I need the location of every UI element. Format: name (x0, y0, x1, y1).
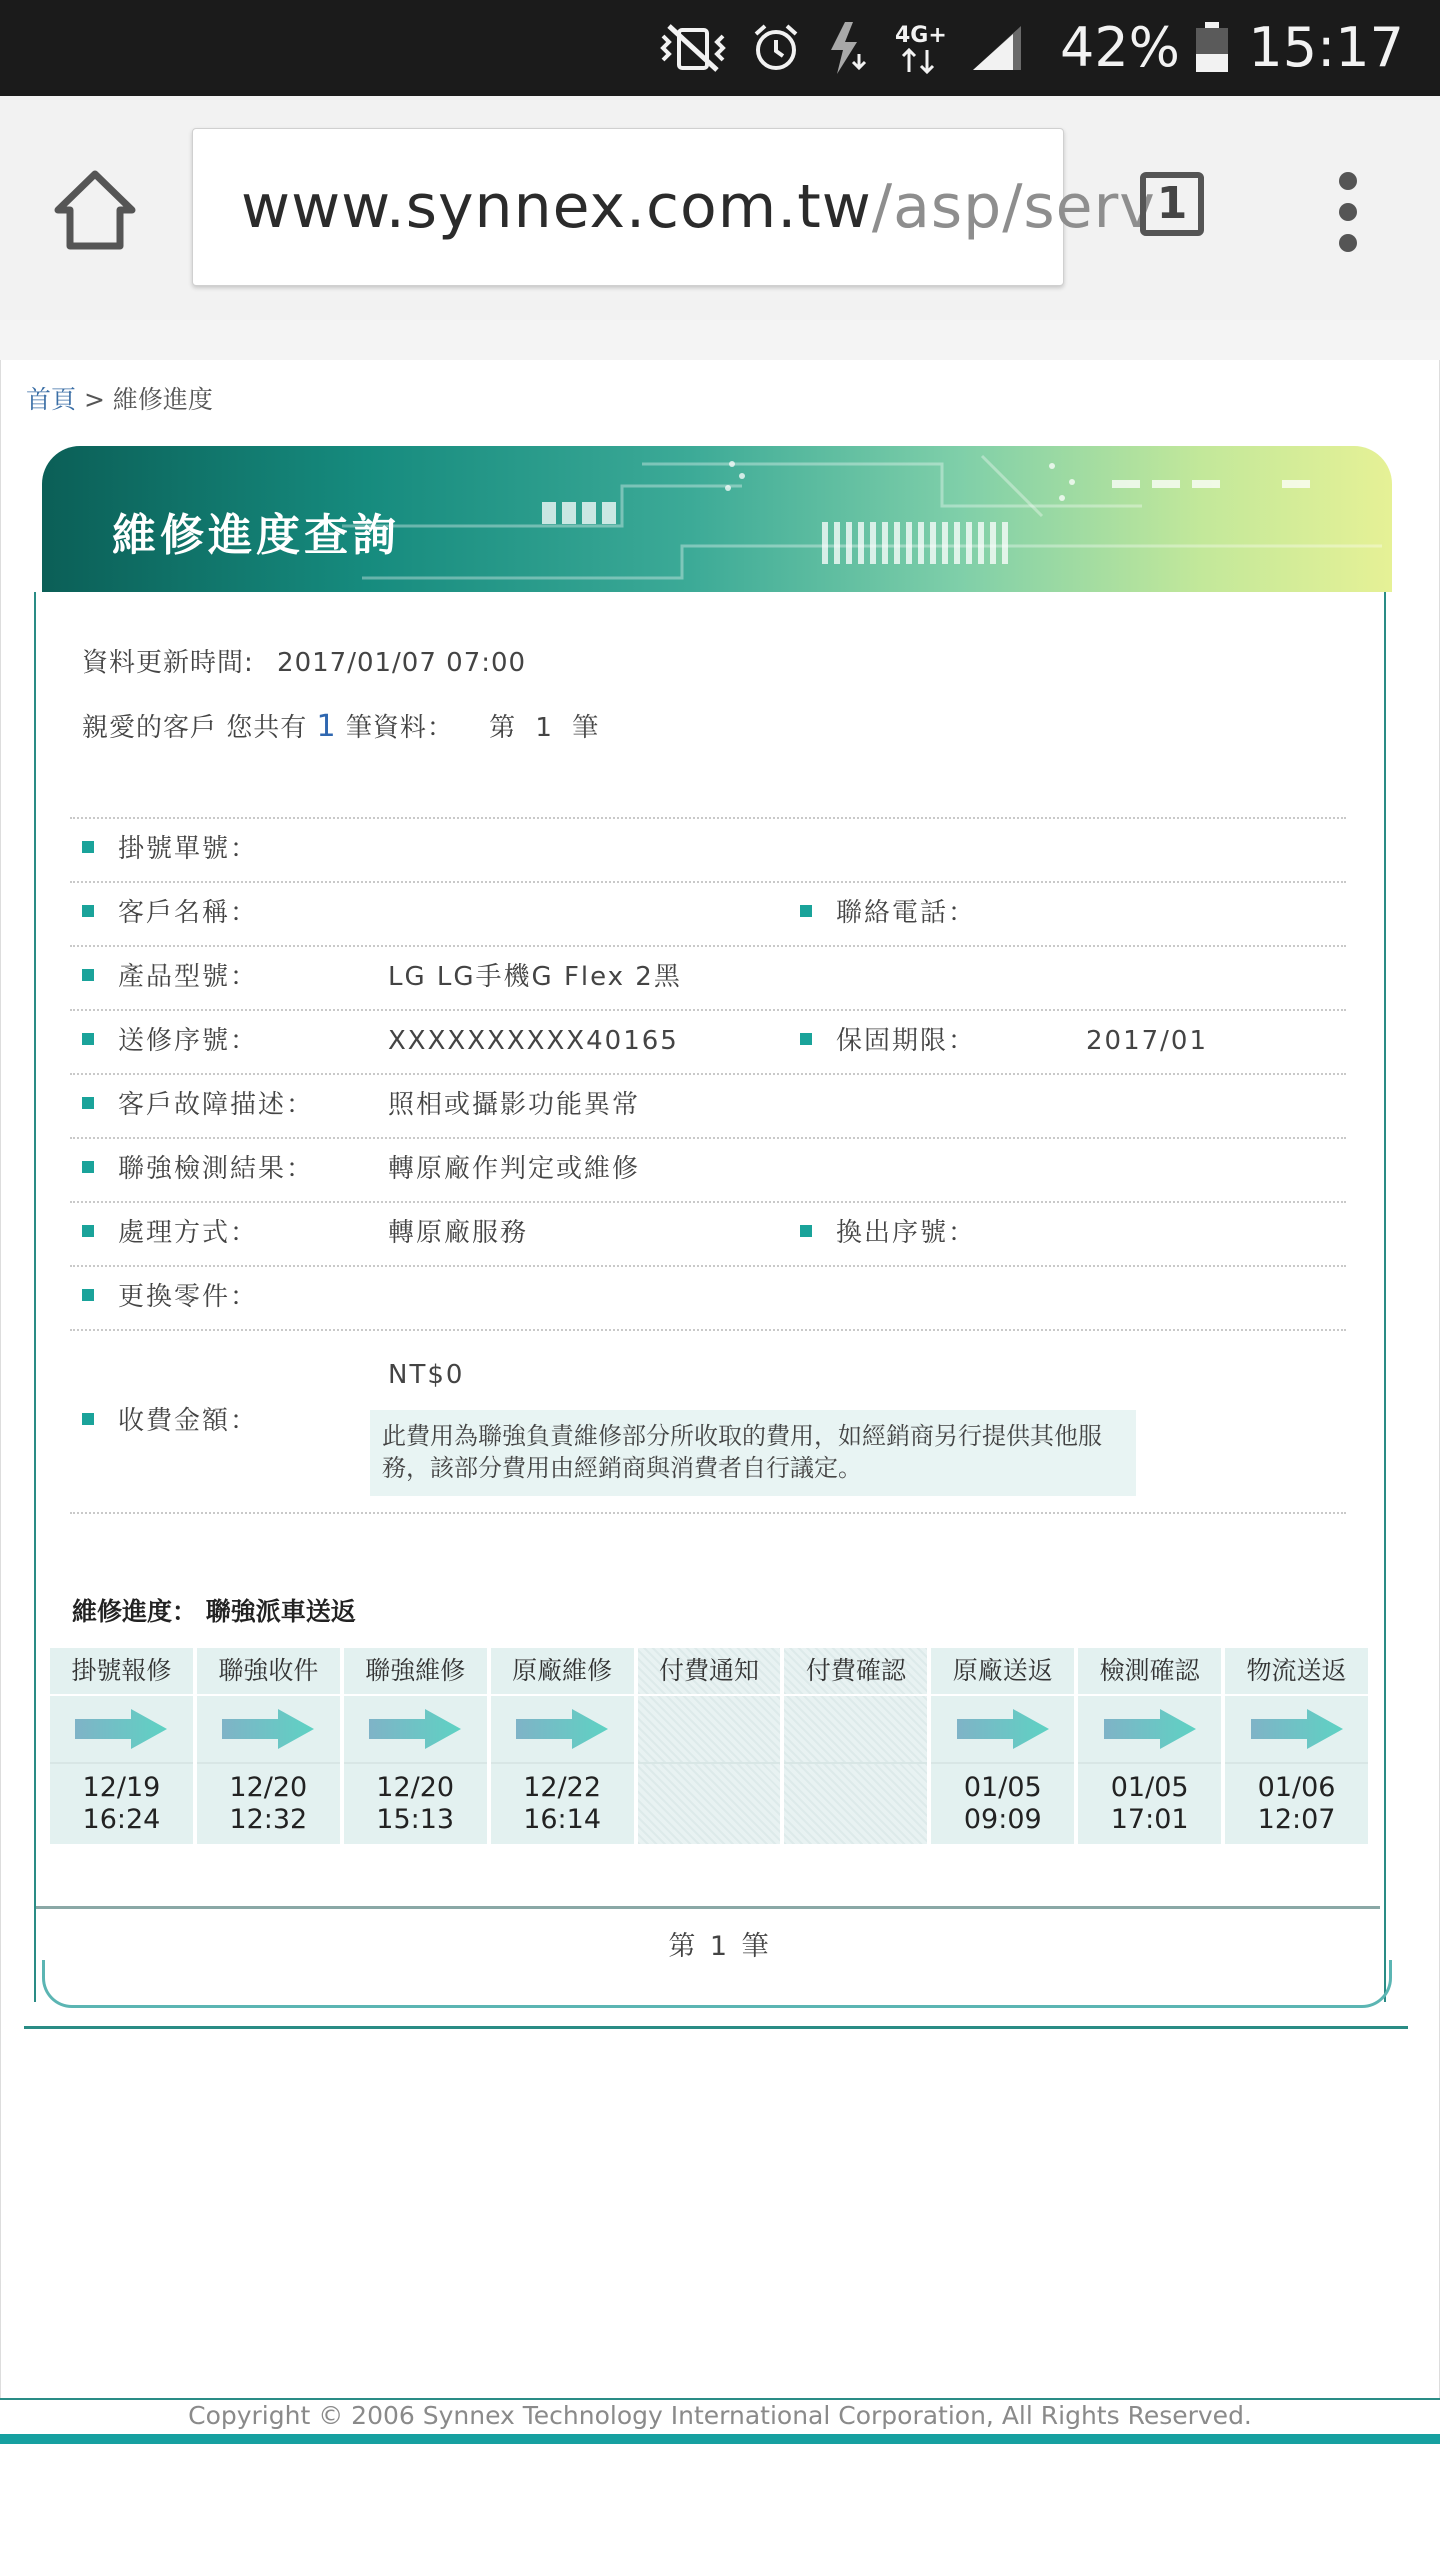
step-clock: 09:09 (963, 1804, 1042, 1835)
fault-desc-label: 客戶故障描述： (82, 1088, 314, 1122)
home-icon[interactable] (52, 166, 138, 252)
contact-phone-label: 聯絡電話： (800, 896, 976, 930)
record-count: 1 (316, 709, 337, 744)
step-name: 物流送返 (1225, 1648, 1368, 1696)
step-time (784, 1764, 927, 1844)
banner-title: 維修進度查詢 (112, 510, 400, 561)
update-time-value: 2017/01/07 07:00 (277, 648, 527, 678)
step-time (1078, 1764, 1221, 1844)
step-arrow-slot (197, 1696, 340, 1764)
step-clock: 12:32 (229, 1804, 308, 1835)
row-divider (70, 817, 1346, 819)
tab-switcher-button[interactable]: 1 (1140, 172, 1204, 236)
customer-name-label: 客戶名稱： (82, 896, 258, 930)
arrow-right-icon (955, 1707, 1051, 1751)
browser-toolbar (0, 96, 1440, 322)
bullet-icon (82, 1413, 94, 1425)
progress-step (1225, 1648, 1368, 1844)
inspection-result-label: 聯強檢測結果： (82, 1152, 314, 1186)
battery-percent: 42% (1059, 16, 1180, 79)
row-divider (70, 945, 1346, 947)
status-icons (657, 18, 1025, 78)
fault-desc-value: 照相或攝影功能異常 (388, 1090, 641, 1120)
bullet-icon (82, 1225, 94, 1237)
bullet-icon (82, 1161, 94, 1173)
step-clock: 16:14 (523, 1804, 601, 1835)
warranty-label: 保固期限： (800, 1024, 976, 1058)
step-arrow-slot (784, 1696, 927, 1764)
step-arrow-slot (1078, 1696, 1221, 1764)
step-date: 01/05 (963, 1772, 1042, 1803)
copyright-text: Copyright © 2006 Synnex Technology International Corporation, All Rights Reserved. (188, 2401, 1252, 2430)
panel-divider (36, 1906, 1380, 1909)
handling-label: 處理方式： (82, 1216, 258, 1250)
step-name: 掛號報修 (50, 1648, 193, 1696)
row-divider (70, 1009, 1346, 1011)
progress-heading (72, 1596, 356, 1628)
vibrate-mute-icon (657, 22, 729, 74)
step-time (344, 1764, 487, 1844)
arrow-right-icon (220, 1707, 316, 1751)
banner (42, 446, 1392, 592)
breadcrumb-home-link[interactable]: 首頁 (26, 385, 77, 414)
greeting-text: 親愛的客戶 您共有 (82, 713, 308, 743)
step-name: 聯強維修 (344, 1648, 487, 1696)
product-model-value: LG LG手機G Flex 2黑 (388, 962, 682, 992)
step-date: 12/20 (376, 1772, 455, 1803)
url-bar[interactable] (192, 128, 1156, 286)
step-date: 01/06 (1257, 1772, 1336, 1803)
row-divider (70, 881, 1346, 883)
alarm-icon (751, 22, 801, 74)
progress-step (197, 1648, 340, 1844)
row-divider (70, 1201, 1346, 1203)
step-arrow-slot (638, 1696, 781, 1764)
step-arrow-slot (1225, 1696, 1368, 1764)
step-time (931, 1764, 1074, 1844)
fee-label: 收費金額： (82, 1404, 258, 1438)
bullet-icon (800, 905, 812, 917)
progress-step (1078, 1648, 1221, 1844)
bullet-icon (82, 969, 94, 981)
step-time (491, 1764, 634, 1844)
update-time-line (82, 646, 526, 680)
step-date: 12/19 (82, 1772, 161, 1803)
bullet-icon (82, 841, 94, 853)
page-divider (24, 2026, 1408, 2029)
network-4g-icon (893, 20, 947, 76)
fee-note: 此費用為聯強負責維修部分所收取的費用，如經銷商另行提供其他服務，該部分費用由經銷商與消費者自行議定。 (370, 1410, 1136, 1496)
progress-step (784, 1648, 927, 1844)
record-suffix: 筆資料： (345, 713, 454, 743)
clock: 15:17 (1248, 16, 1404, 79)
step-name: 檢測確認 (1078, 1648, 1221, 1696)
bullet-icon (82, 1289, 94, 1301)
step-date: 01/05 (1110, 1772, 1189, 1803)
progress-status: 聯強派車送返 (205, 1597, 356, 1626)
step-clock: 16:24 (82, 1804, 161, 1835)
progress-step (491, 1648, 634, 1844)
update-time-label: 資料更新時間: (82, 648, 254, 678)
handling-value: 轉原廠服務 (388, 1218, 529, 1248)
pager-text: 第 1 筆 (668, 1931, 772, 1962)
record-summary-line (82, 710, 604, 745)
step-name: 原廠維修 (491, 1648, 634, 1696)
step-date: 12/22 (523, 1772, 601, 1803)
breadcrumb (26, 384, 213, 416)
step-name: 聯強收件 (197, 1648, 340, 1696)
step-arrow-slot (491, 1696, 634, 1764)
breadcrumb-current: 維修進度 (112, 385, 213, 414)
row-divider (70, 1073, 1346, 1075)
url-path: /asp/serv (871, 172, 1156, 242)
row-divider (70, 1265, 1346, 1267)
row-divider (70, 1329, 1346, 1331)
row-divider (70, 1512, 1346, 1514)
progress-label: 維修進度： (72, 1597, 198, 1626)
bullet-icon (82, 905, 94, 917)
product-model-label: 產品型號： (82, 960, 258, 994)
bullet-icon (800, 1033, 812, 1045)
panel-bottom-border (42, 1960, 1392, 2008)
arrow-right-icon (1102, 1707, 1198, 1751)
bullet-icon (82, 1033, 94, 1045)
serial-no-label: 送修序號： (82, 1024, 258, 1058)
url-text[interactable] (241, 171, 1156, 243)
serial-no-value: XXXXXXXXXX40165 (388, 1026, 679, 1056)
step-arrow-slot (931, 1696, 1074, 1764)
step-name: 付費確認 (784, 1648, 927, 1696)
progress-step (344, 1648, 487, 1844)
charging-download-icon (823, 20, 871, 76)
progress-step (50, 1648, 193, 1844)
breadcrumb-separator: > (76, 385, 113, 414)
step-time (638, 1764, 781, 1844)
arrow-right-icon (1249, 1707, 1345, 1751)
status-bar (0, 0, 1440, 96)
footer-bar (0, 2434, 1440, 2444)
overflow-menu-icon[interactable] (1330, 172, 1366, 252)
arrow-right-icon (73, 1707, 169, 1751)
step-time (1225, 1764, 1368, 1844)
step-name: 原廠送返 (931, 1648, 1074, 1696)
arrow-right-icon (514, 1707, 610, 1751)
replaced-parts-label: 更換零件： (82, 1280, 258, 1314)
page-top-strip (0, 320, 1440, 360)
progress-step (638, 1648, 781, 1844)
bullet-icon (800, 1225, 812, 1237)
bullet-icon (82, 1097, 94, 1109)
step-clock: 12:07 (1257, 1804, 1336, 1835)
arrow-right-icon (367, 1707, 463, 1751)
progress-steps (50, 1648, 1368, 1844)
step-time (197, 1764, 340, 1844)
battery-icon (1194, 22, 1230, 74)
fee-value: NT$0 (388, 1360, 465, 1390)
step-arrow-slot (50, 1696, 193, 1764)
step-clock: 17:01 (1110, 1804, 1189, 1835)
inspection-result-value: 轉原廠作判定或維修 (388, 1154, 641, 1184)
replacement-serial-label: 換出序號： (800, 1216, 976, 1250)
step-time (50, 1764, 193, 1844)
step-clock: 15:13 (376, 1804, 455, 1835)
row-divider (70, 1137, 1346, 1139)
page-ordinal: 第 1 筆 (489, 713, 605, 743)
step-arrow-slot (344, 1696, 487, 1764)
step-name: 付費通知 (638, 1648, 781, 1696)
signal-icon (969, 22, 1025, 74)
step-date: 12/20 (229, 1772, 308, 1803)
warranty-value: 2017/01 (1086, 1026, 1209, 1056)
ticket-no-label: 掛號單號： (82, 832, 258, 866)
progress-step (931, 1648, 1074, 1844)
svg-text:4G+: 4G+ (895, 23, 947, 48)
url-host: www.synnex.com.tw (241, 172, 872, 242)
